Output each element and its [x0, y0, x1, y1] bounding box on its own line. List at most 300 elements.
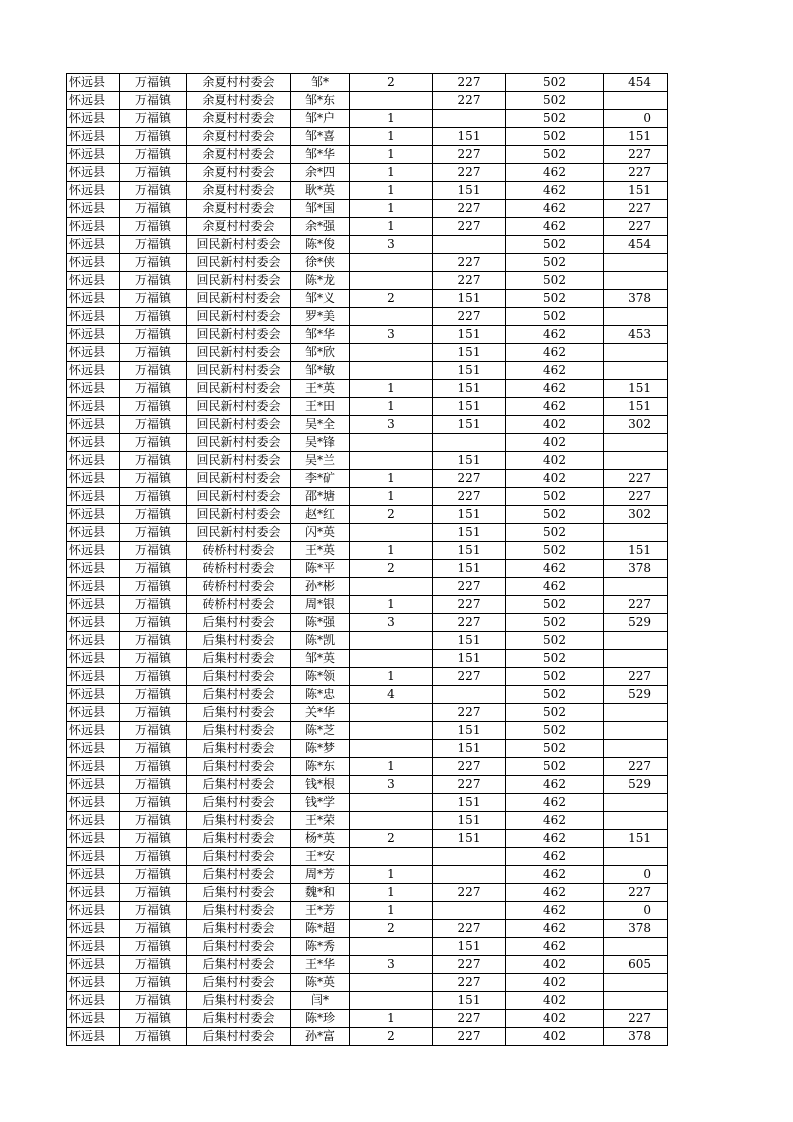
table-row — [67, 704, 668, 722]
village-cell: 回民新村村委会 — [187, 470, 291, 488]
county-cell: 怀远县 — [67, 326, 120, 344]
total-cell — [604, 92, 668, 110]
total-cell: 0 — [604, 110, 668, 128]
county-cell: 怀远县 — [67, 254, 120, 272]
town-cell: 万福镇 — [120, 884, 187, 902]
amount-a-cell: 151 — [433, 992, 506, 1010]
county-cell: 怀远县 — [67, 668, 120, 686]
amount-a-cell: 151 — [433, 560, 506, 578]
amount-b-cell: 402 — [506, 956, 604, 974]
village-cell: 后集村村委会 — [187, 974, 291, 992]
county-cell: 怀远县 — [67, 884, 120, 902]
county-cell: 怀远县 — [67, 470, 120, 488]
village-cell: 回民新村村委会 — [187, 434, 291, 452]
amount-a-cell: 227 — [433, 272, 506, 290]
amount-b-cell: 502 — [506, 272, 604, 290]
count-cell — [350, 254, 433, 272]
town-cell: 万福镇 — [120, 812, 187, 830]
town-cell: 万福镇 — [120, 992, 187, 1010]
village-cell: 回民新村村委会 — [187, 326, 291, 344]
count-cell: 3 — [350, 236, 433, 254]
town-cell: 万福镇 — [120, 740, 187, 758]
village-cell: 回民新村村委会 — [187, 236, 291, 254]
village-cell: 砖桥村村委会 — [187, 542, 291, 560]
village-cell: 余夏村村委会 — [187, 92, 291, 110]
name-cell: 邹*国 — [291, 200, 350, 218]
name-cell: 闫* — [291, 992, 350, 1010]
town-cell: 万福镇 — [120, 974, 187, 992]
village-cell: 余夏村村委会 — [187, 110, 291, 128]
amount-b-cell: 462 — [506, 326, 604, 344]
amount-a-cell — [433, 434, 506, 452]
name-cell: 罗*美 — [291, 308, 350, 326]
amount-b-cell: 462 — [506, 218, 604, 236]
town-cell: 万福镇 — [120, 704, 187, 722]
village-cell: 回民新村村委会 — [187, 380, 291, 398]
amount-b-cell: 502 — [506, 740, 604, 758]
town-cell: 万福镇 — [120, 146, 187, 164]
table-row — [67, 650, 668, 668]
amount-a-cell: 227 — [433, 956, 506, 974]
total-cell: 454 — [604, 236, 668, 254]
name-cell: 孙*富 — [291, 1028, 350, 1046]
total-cell — [604, 722, 668, 740]
count-cell: 3 — [350, 326, 433, 344]
amount-b-cell: 462 — [506, 812, 604, 830]
name-cell: 邹*欣 — [291, 344, 350, 362]
amount-a-cell — [433, 236, 506, 254]
county-cell: 怀远县 — [67, 542, 120, 560]
table-row — [67, 398, 668, 416]
count-cell: 1 — [350, 380, 433, 398]
table-row — [67, 578, 668, 596]
count-cell: 2 — [350, 830, 433, 848]
amount-a-cell: 227 — [433, 596, 506, 614]
town-cell: 万福镇 — [120, 236, 187, 254]
count-cell: 2 — [350, 560, 433, 578]
village-cell: 余夏村村委会 — [187, 218, 291, 236]
county-cell: 怀远县 — [67, 758, 120, 776]
count-cell — [350, 812, 433, 830]
table-row — [67, 866, 668, 884]
amount-b-cell: 502 — [506, 632, 604, 650]
table-row — [67, 1028, 668, 1046]
amount-b-cell: 502 — [506, 650, 604, 668]
amount-a-cell: 151 — [433, 398, 506, 416]
amount-b-cell: 502 — [506, 290, 604, 308]
county-cell: 怀远县 — [67, 956, 120, 974]
village-cell: 回民新村村委会 — [187, 272, 291, 290]
amount-b-cell: 462 — [506, 578, 604, 596]
town-cell: 万福镇 — [120, 452, 187, 470]
table-row — [67, 830, 668, 848]
amount-b-cell: 462 — [506, 200, 604, 218]
count-cell — [350, 452, 433, 470]
total-cell: 529 — [604, 686, 668, 704]
count-cell: 1 — [350, 866, 433, 884]
count-cell: 4 — [350, 686, 433, 704]
name-cell: 周*芳 — [291, 866, 350, 884]
county-cell: 怀远县 — [67, 974, 120, 992]
amount-b-cell: 402 — [506, 974, 604, 992]
county-cell: 怀远县 — [67, 362, 120, 380]
amount-b-cell: 462 — [506, 848, 604, 866]
county-cell: 怀远县 — [67, 812, 120, 830]
village-cell: 后集村村委会 — [187, 632, 291, 650]
county-cell: 怀远县 — [67, 506, 120, 524]
name-cell: 杨*英 — [291, 830, 350, 848]
county-cell: 怀远县 — [67, 182, 120, 200]
name-cell: 周*银 — [291, 596, 350, 614]
table-row — [67, 1010, 668, 1028]
name-cell: 邹*英 — [291, 650, 350, 668]
name-cell: 吴*全 — [291, 416, 350, 434]
town-cell: 万福镇 — [120, 650, 187, 668]
table-row — [67, 254, 668, 272]
name-cell: 邹*义 — [291, 290, 350, 308]
table-row — [67, 758, 668, 776]
amount-a-cell: 227 — [433, 92, 506, 110]
amount-a-cell: 151 — [433, 740, 506, 758]
village-cell: 后集村村委会 — [187, 668, 291, 686]
count-cell — [350, 722, 433, 740]
total-cell: 151 — [604, 398, 668, 416]
amount-a-cell: 151 — [433, 632, 506, 650]
table-row — [67, 272, 668, 290]
amount-a-cell: 227 — [433, 254, 506, 272]
county-cell: 怀远县 — [67, 200, 120, 218]
amount-b-cell: 502 — [506, 614, 604, 632]
village-cell: 回民新村村委会 — [187, 254, 291, 272]
amount-b-cell: 402 — [506, 470, 604, 488]
amount-b-cell: 502 — [506, 506, 604, 524]
amount-a-cell: 151 — [433, 650, 506, 668]
county-cell: 怀远县 — [67, 992, 120, 1010]
name-cell: 陈*珍 — [291, 1010, 350, 1028]
amount-a-cell: 227 — [433, 218, 506, 236]
count-cell: 3 — [350, 416, 433, 434]
name-cell: 陈*领 — [291, 668, 350, 686]
town-cell: 万福镇 — [120, 614, 187, 632]
county-cell: 怀远县 — [67, 848, 120, 866]
total-cell: 227 — [604, 1010, 668, 1028]
total-cell: 227 — [604, 470, 668, 488]
count-cell — [350, 578, 433, 596]
table-row — [67, 488, 668, 506]
total-cell — [604, 848, 668, 866]
village-cell: 余夏村村委会 — [187, 182, 291, 200]
town-cell: 万福镇 — [120, 506, 187, 524]
village-cell: 后集村村委会 — [187, 704, 291, 722]
amount-b-cell: 502 — [506, 308, 604, 326]
table-row — [67, 632, 668, 650]
amount-a-cell — [433, 848, 506, 866]
count-cell — [350, 434, 433, 452]
total-cell: 302 — [604, 416, 668, 434]
total-cell: 605 — [604, 956, 668, 974]
count-cell: 1 — [350, 758, 433, 776]
amount-b-cell: 502 — [506, 686, 604, 704]
amount-a-cell: 227 — [433, 470, 506, 488]
amount-a-cell: 151 — [433, 452, 506, 470]
amount-b-cell: 502 — [506, 236, 604, 254]
county-cell: 怀远县 — [67, 920, 120, 938]
name-cell: 余*四 — [291, 164, 350, 182]
amount-b-cell: 502 — [506, 722, 604, 740]
table-row — [67, 470, 668, 488]
town-cell: 万福镇 — [120, 74, 187, 92]
amount-b-cell: 462 — [506, 776, 604, 794]
count-cell — [350, 650, 433, 668]
county-cell: 怀远县 — [67, 380, 120, 398]
name-cell: 邹*户 — [291, 110, 350, 128]
amount-b-cell: 462 — [506, 902, 604, 920]
amount-b-cell: 462 — [506, 398, 604, 416]
town-cell: 万福镇 — [120, 776, 187, 794]
village-cell: 后集村村委会 — [187, 920, 291, 938]
town-cell: 万福镇 — [120, 794, 187, 812]
total-cell: 529 — [604, 776, 668, 794]
amount-b-cell: 462 — [506, 164, 604, 182]
amount-a-cell — [433, 866, 506, 884]
total-cell — [604, 992, 668, 1010]
amount-b-cell: 462 — [506, 362, 604, 380]
county-cell: 怀远县 — [67, 74, 120, 92]
amount-a-cell: 227 — [433, 614, 506, 632]
town-cell: 万福镇 — [120, 110, 187, 128]
village-cell: 后集村村委会 — [187, 848, 291, 866]
table-row — [67, 308, 668, 326]
county-cell: 怀远县 — [67, 740, 120, 758]
county-cell: 怀远县 — [67, 236, 120, 254]
amount-a-cell: 151 — [433, 290, 506, 308]
village-cell: 后集村村委会 — [187, 884, 291, 902]
county-cell: 怀远县 — [67, 146, 120, 164]
table-row — [67, 128, 668, 146]
name-cell: 钱*根 — [291, 776, 350, 794]
table-row — [67, 362, 668, 380]
town-cell: 万福镇 — [120, 344, 187, 362]
town-cell: 万福镇 — [120, 542, 187, 560]
amount-b-cell: 462 — [506, 380, 604, 398]
amount-a-cell: 227 — [433, 758, 506, 776]
village-cell: 余夏村村委会 — [187, 164, 291, 182]
town-cell: 万福镇 — [120, 416, 187, 434]
count-cell: 1 — [350, 182, 433, 200]
table-row — [67, 614, 668, 632]
count-cell — [350, 92, 433, 110]
total-cell: 227 — [604, 668, 668, 686]
total-cell — [604, 308, 668, 326]
count-cell: 2 — [350, 506, 433, 524]
count-cell: 1 — [350, 146, 433, 164]
count-cell: 1 — [350, 596, 433, 614]
total-cell: 151 — [604, 542, 668, 560]
amount-b-cell: 402 — [506, 416, 604, 434]
village-cell: 后集村村委会 — [187, 866, 291, 884]
town-cell: 万福镇 — [120, 380, 187, 398]
town-cell: 万福镇 — [120, 938, 187, 956]
county-cell: 怀远县 — [67, 902, 120, 920]
total-cell: 227 — [604, 758, 668, 776]
amount-a-cell: 151 — [433, 326, 506, 344]
amount-a-cell: 227 — [433, 74, 506, 92]
amount-b-cell: 502 — [506, 146, 604, 164]
amount-a-cell — [433, 110, 506, 128]
amount-a-cell: 151 — [433, 524, 506, 542]
count-cell — [350, 632, 433, 650]
town-cell: 万福镇 — [120, 200, 187, 218]
total-cell — [604, 272, 668, 290]
count-cell — [350, 308, 433, 326]
amount-a-cell: 227 — [433, 146, 506, 164]
count-cell — [350, 992, 433, 1010]
village-cell: 砖桥村村委会 — [187, 596, 291, 614]
village-cell: 后集村村委会 — [187, 758, 291, 776]
count-cell — [350, 938, 433, 956]
amount-b-cell: 462 — [506, 920, 604, 938]
county-cell: 怀远县 — [67, 524, 120, 542]
village-cell: 回民新村村委会 — [187, 416, 291, 434]
town-cell: 万福镇 — [120, 92, 187, 110]
total-cell — [604, 632, 668, 650]
name-cell: 王*华 — [291, 956, 350, 974]
county-cell: 怀远县 — [67, 866, 120, 884]
village-cell: 余夏村村委会 — [187, 128, 291, 146]
county-cell: 怀远县 — [67, 416, 120, 434]
name-cell: 王*荣 — [291, 812, 350, 830]
name-cell: 赵*红 — [291, 506, 350, 524]
total-cell: 227 — [604, 164, 668, 182]
village-cell: 余夏村村委会 — [187, 74, 291, 92]
table-row — [67, 506, 668, 524]
table-row — [67, 884, 668, 902]
count-cell: 1 — [350, 164, 433, 182]
county-cell: 怀远县 — [67, 686, 120, 704]
name-cell: 邵*塘 — [291, 488, 350, 506]
name-cell: 吴*兰 — [291, 452, 350, 470]
amount-a-cell: 227 — [433, 578, 506, 596]
name-cell: 邹* — [291, 74, 350, 92]
count-cell: 1 — [350, 398, 433, 416]
total-cell — [604, 524, 668, 542]
table-row — [67, 596, 668, 614]
table-row — [67, 920, 668, 938]
count-cell — [350, 974, 433, 992]
town-cell: 万福镇 — [120, 560, 187, 578]
total-cell: 151 — [604, 128, 668, 146]
amount-a-cell — [433, 686, 506, 704]
total-cell: 151 — [604, 830, 668, 848]
amount-b-cell: 502 — [506, 74, 604, 92]
total-cell: 453 — [604, 326, 668, 344]
total-cell — [604, 974, 668, 992]
name-cell: 吴*锋 — [291, 434, 350, 452]
amount-b-cell: 402 — [506, 434, 604, 452]
amount-b-cell: 502 — [506, 110, 604, 128]
total-cell — [604, 812, 668, 830]
village-cell: 回民新村村委会 — [187, 506, 291, 524]
county-cell: 怀远县 — [67, 560, 120, 578]
village-cell: 砖桥村村委会 — [187, 560, 291, 578]
town-cell: 万福镇 — [120, 308, 187, 326]
amount-a-cell: 151 — [433, 344, 506, 362]
count-cell: 1 — [350, 200, 433, 218]
amount-a-cell: 227 — [433, 1028, 506, 1046]
amount-b-cell: 502 — [506, 542, 604, 560]
count-cell: 1 — [350, 884, 433, 902]
name-cell: 孙*彬 — [291, 578, 350, 596]
county-cell: 怀远县 — [67, 632, 120, 650]
name-cell: 李*矿 — [291, 470, 350, 488]
name-cell: 王*英 — [291, 380, 350, 398]
name-cell: 邹*东 — [291, 92, 350, 110]
county-cell: 怀远县 — [67, 110, 120, 128]
amount-b-cell: 502 — [506, 488, 604, 506]
name-cell: 陈*梦 — [291, 740, 350, 758]
village-cell: 后集村村委会 — [187, 776, 291, 794]
table-row — [67, 434, 668, 452]
village-cell: 后集村村委会 — [187, 956, 291, 974]
town-cell: 万福镇 — [120, 290, 187, 308]
total-cell: 227 — [604, 200, 668, 218]
name-cell: 闪*英 — [291, 524, 350, 542]
table-row — [67, 524, 668, 542]
count-cell — [350, 848, 433, 866]
total-cell — [604, 362, 668, 380]
county-cell: 怀远县 — [67, 290, 120, 308]
village-cell: 后集村村委会 — [187, 1010, 291, 1028]
total-cell — [604, 740, 668, 758]
count-cell: 1 — [350, 218, 433, 236]
amount-b-cell: 462 — [506, 938, 604, 956]
name-cell: 邹*华 — [291, 146, 350, 164]
table-row — [67, 740, 668, 758]
village-cell: 后集村村委会 — [187, 794, 291, 812]
town-cell: 万福镇 — [120, 524, 187, 542]
count-cell: 1 — [350, 542, 433, 560]
amount-b-cell: 502 — [506, 254, 604, 272]
table-row — [67, 686, 668, 704]
amount-a-cell: 151 — [433, 938, 506, 956]
village-cell: 回民新村村委会 — [187, 344, 291, 362]
county-cell: 怀远县 — [67, 614, 120, 632]
table-row — [67, 992, 668, 1010]
table-row — [67, 722, 668, 740]
town-cell: 万福镇 — [120, 866, 187, 884]
village-cell: 后集村村委会 — [187, 938, 291, 956]
amount-a-cell: 151 — [433, 362, 506, 380]
table-row — [67, 344, 668, 362]
amount-b-cell: 502 — [506, 668, 604, 686]
town-cell: 万福镇 — [120, 668, 187, 686]
amount-a-cell: 227 — [433, 704, 506, 722]
amount-a-cell: 227 — [433, 920, 506, 938]
amount-b-cell: 502 — [506, 92, 604, 110]
town-cell: 万福镇 — [120, 596, 187, 614]
county-cell: 怀远县 — [67, 704, 120, 722]
amount-a-cell: 151 — [433, 722, 506, 740]
table-row — [67, 974, 668, 992]
county-cell: 怀远县 — [67, 722, 120, 740]
table-row — [67, 452, 668, 470]
village-cell: 后集村村委会 — [187, 740, 291, 758]
total-cell — [604, 452, 668, 470]
count-cell: 1 — [350, 470, 433, 488]
total-cell: 529 — [604, 614, 668, 632]
amount-b-cell: 502 — [506, 524, 604, 542]
village-cell: 回民新村村委会 — [187, 452, 291, 470]
